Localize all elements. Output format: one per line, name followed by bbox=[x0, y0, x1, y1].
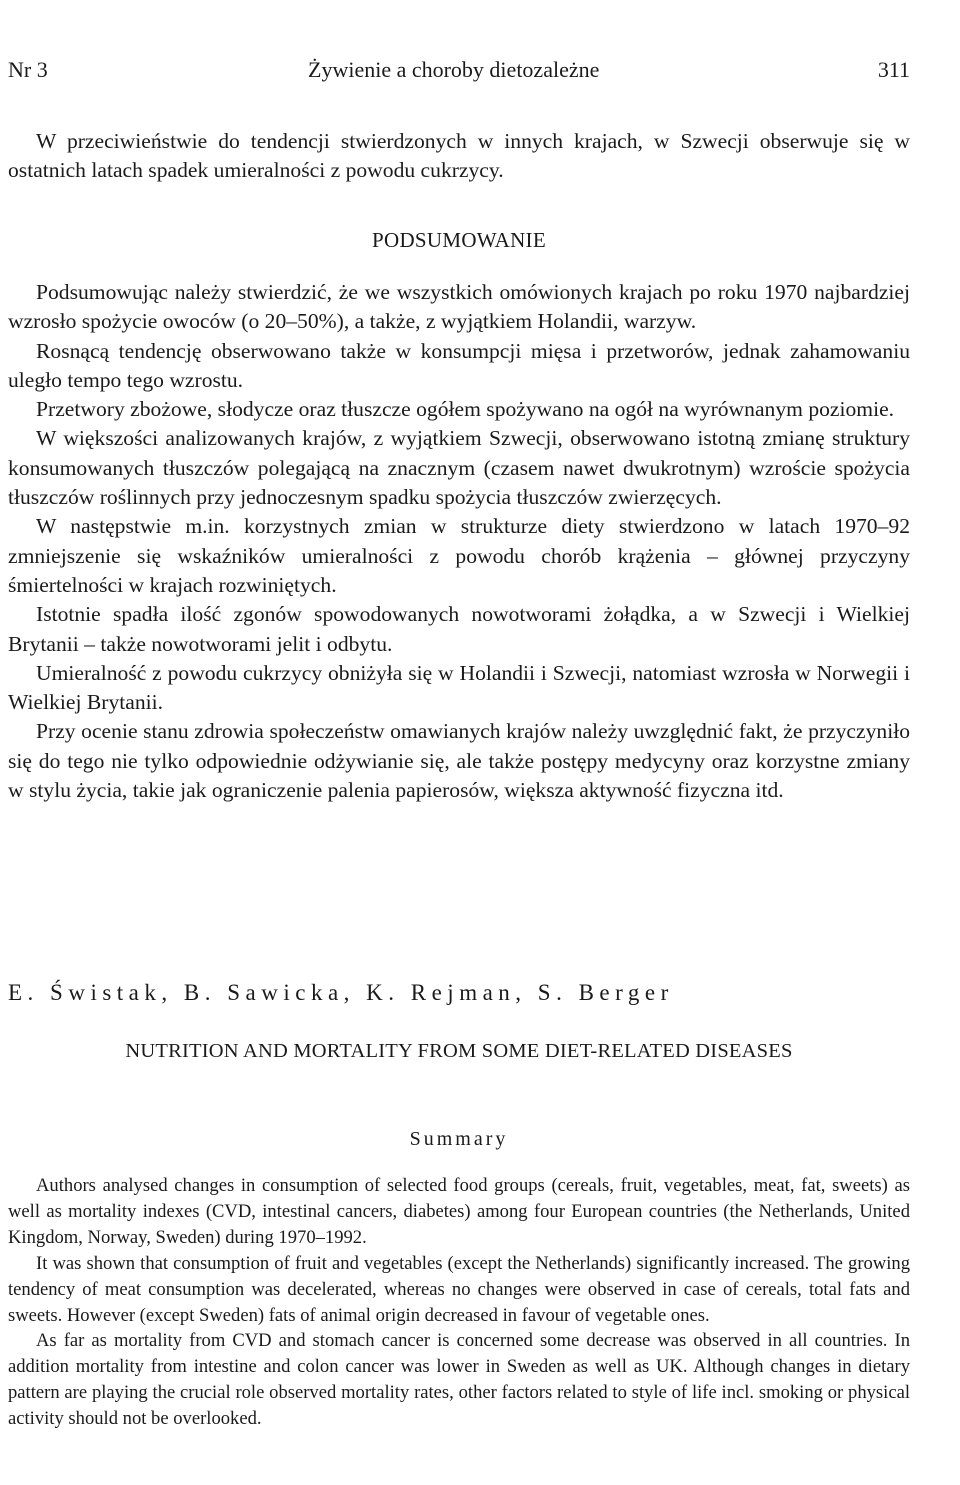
paragraph: Rosnącą tendencję obserwowano także w konsumpcji mięsa i przetworów, jednak zahamowaniu uległo tempo tego wzrostu. bbox=[8, 338, 910, 392]
running-header bbox=[8, 57, 910, 91]
paragraph: W większości analizowanych krajów, z wyjątkiem Szwecji, obserwowano istotną zmianę struktury konsumowanych tłuszczów polegającą na znacznym (czasem nawet dwukrotnym) wzroście spożycia tłuszczów roślinnych przy jednoczesnym spadku spożycia tłuszczów zwierzęcych. bbox=[8, 426, 910, 510]
summary-pl-block bbox=[8, 278, 910, 805]
summary-paragraph: It was shown that consumption of fruit and vegetables (except the Netherlands) significantly increased. The growing tendency of meat consumption was decelerated, whereas no changes were observed in case of cereals, total fats and sweets. However (except Sweden) fats of animal origin decreased in favour of vegetable ones. bbox=[8, 1252, 910, 1326]
summary-heading: Summary bbox=[409, 1128, 509, 1150]
summary-paragraph: Authors analysed changes in consumption of selected food groups (cereals, fruit, vegetables, meat, fat, sweets) as well as mortality indexes (CVD, intestinal cancers, diabetes) among four European countries (the Netherlands, United Kingdom, Norway, Sweden) during 1970–1992. bbox=[8, 1175, 910, 1248]
paragraph: Przetwory zbożowe, słodycze oraz tłuszcze ogółem spożywano na ogół na wyrównanym poziomie. bbox=[36, 397, 895, 422]
intro-paragraph-block bbox=[8, 127, 910, 186]
paragraph: Podsumowując należy stwierdzić, że we wszystkich omówionych krajach po roku 1970 najbardziej wzrosło spożycie owoców (o 20–50%), a także, z wyjątkiem Holandii, warzyw. bbox=[8, 280, 910, 334]
section-heading: PODSUMOWANIE bbox=[372, 228, 546, 252]
intro-paragraph: W przeciwieństwie do tendencji stwierdzonych w innych krajach, w Szwecji obserwuje się w ostatnich latach spadek umieralności z powodu cukrzycy. bbox=[8, 129, 910, 183]
paragraph: W następstwie m.in. korzystnych zmian w strukturze diety stwierdzono w latach 1970–92 zmniejszenie się wskaźników umieralności z powodu chorób krążenia – głównej przyczyny śmiertelności w krajach rozwiniętych. bbox=[8, 514, 910, 597]
journal-title: Żywienie a choroby dietozależne bbox=[308, 57, 600, 82]
summary-paragraph: As far as mortality from CVD and stomach cancer is concerned some decrease was observed in all countries. In addition mortality from intestine and colon cancer was lower in Sweden as well as UK. Although changes in dietary pattern are playing the crucial role observed mortality rates, other factors related to style of life incl. smoking or physical activity should not be overlooked. bbox=[8, 1330, 910, 1430]
english-title: NUTRITION AND MORTALITY FROM SOME DIET-RELATED DISEASES bbox=[125, 1040, 793, 1062]
summary-en-block bbox=[8, 1173, 910, 1432]
paragraph: Umieralność z powodu cukrzycy obniżyła się w Holandii i Szwecji, natomiast wzrosła w Norwegii i Wielkiej Brytanii. bbox=[8, 660, 910, 715]
issue-number: Nr 3 bbox=[8, 57, 48, 82]
paragraph: Przy ocenie stanu zdrowia społeczeństw omawianych krajów należy uwzględnić fakt, że przyczyniło się do tego nie tylko odpowiednie odżywianie się, ale także postępy medycyny oraz korzystne zmiany w stylu życia, takie jak ograniczenie palenia papierosów, większa aktywność fizyczna itd. bbox=[8, 719, 910, 803]
paragraph: Istotnie spadła ilość zgonów spowodowanych nowotworami żołądka, a w Szwecji i Wielkiej Brytanii – także nowotworami jelit i odbytu. bbox=[8, 602, 910, 656]
page-number: 311 bbox=[877, 57, 910, 82]
authors: E. Świstak, B. Sawicka, K. Rejman, S. Berger bbox=[8, 980, 674, 1005]
